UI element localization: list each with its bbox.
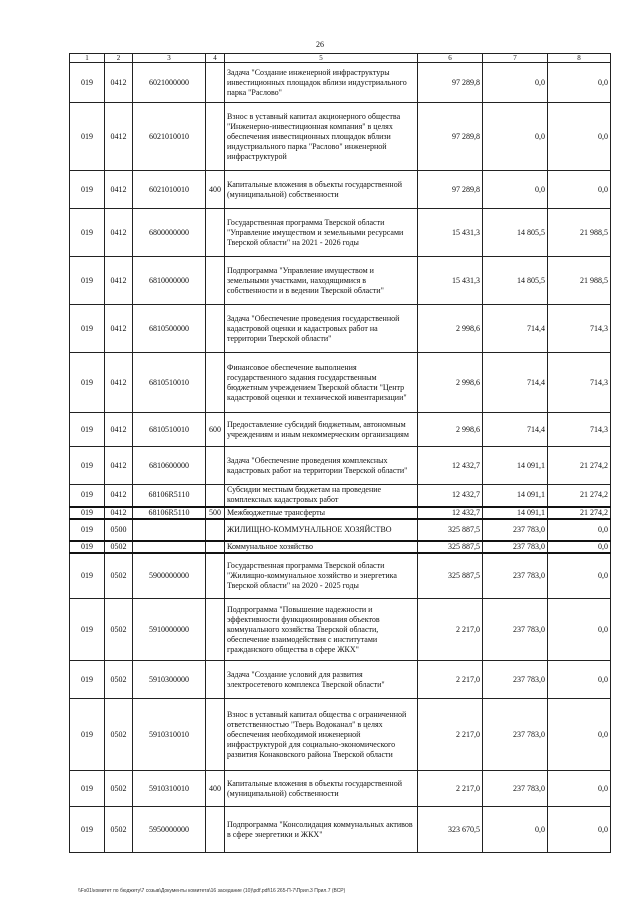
cell-amount-3: 0,0 (548, 599, 611, 661)
cell-amount-3: 0,0 (548, 541, 611, 553)
page-number: 26 (316, 40, 324, 49)
cell-target-article: 6021010010 (133, 171, 206, 209)
cell-amount-2: 0,0 (483, 63, 548, 103)
cell-target-article: 5910300000 (133, 661, 206, 699)
cell-amount-3: 0,0 (548, 553, 611, 599)
cell-section: 0412 (105, 507, 133, 519)
cell-amount-2: 237 783,0 (483, 699, 548, 771)
cell-chapter: 019 (70, 519, 105, 541)
cell-target-article: 68106R5110 (133, 507, 206, 519)
cell-amount-3: 714,3 (548, 413, 611, 447)
cell-amount-1: 325 887,5 (418, 541, 483, 553)
column-header: 4 (206, 54, 225, 63)
cell-section: 0502 (105, 771, 133, 807)
cell-description: Задача "Обеспечение проведения комплексных кадастровых работ на территории Тверской области" (225, 447, 418, 485)
cell-section: 0502 (105, 699, 133, 771)
cell-amount-3: 714,3 (548, 353, 611, 413)
cell-section: 0412 (105, 209, 133, 257)
cell-description: Предоставление субсидий бюджетным, автономным учреждениям и иным некоммерческим организациям (225, 413, 418, 447)
cell-target-article: 5910310010 (133, 699, 206, 771)
cell-target-article: 6810510010 (133, 353, 206, 413)
table-row (70, 103, 611, 171)
cell-target-article: 5950000000 (133, 807, 206, 853)
cell-amount-1: 97 289,8 (418, 103, 483, 171)
cell-description: Государственная программа Тверской области "Жилищно-коммунальное хозяйство и энергетика Тверской области" на 2020 - 2025 годы (225, 553, 418, 599)
table-row (70, 599, 611, 661)
cell-amount-1: 2 998,6 (418, 353, 483, 413)
cell-target-article: 68106R5110 (133, 485, 206, 507)
cell-expense-type (206, 541, 225, 553)
cell-target-article (133, 541, 206, 553)
header-row (70, 54, 611, 63)
cell-expense-type (206, 447, 225, 485)
cell-description: Капитальные вложения в объекты государственной (муниципальной) собственности (225, 771, 418, 807)
cell-expense-type (206, 519, 225, 541)
cell-amount-3: 0,0 (548, 519, 611, 541)
cell-amount-2: 237 783,0 (483, 599, 548, 661)
cell-section: 0412 (105, 485, 133, 507)
cell-amount-1: 12 432,7 (418, 485, 483, 507)
cell-description: Подпрограмма "Консолидация коммунальных активов в сфере энергетики и ЖКХ" (225, 807, 418, 853)
cell-expense-type: 400 (206, 771, 225, 807)
cell-expense-type (206, 661, 225, 699)
cell-section: 0412 (105, 103, 133, 171)
table-row (70, 63, 611, 103)
cell-description: ЖИЛИЩНО-КОММУНАЛЬНОЕ ХОЗЯЙСТВО (225, 519, 418, 541)
cell-amount-2: 237 783,0 (483, 541, 548, 553)
cell-section: 0412 (105, 257, 133, 305)
column-header: 5 (225, 54, 418, 63)
cell-description: Задача "Создание инженерной инфраструктуры инвестиционных площадок вблизи индустриального парка "Раслово" (225, 63, 418, 103)
cell-amount-1: 325 887,5 (418, 519, 483, 541)
cell-amount-3: 21 274,2 (548, 447, 611, 485)
cell-amount-1: 12 432,7 (418, 447, 483, 485)
cell-amount-3: 0,0 (548, 807, 611, 853)
cell-expense-type (206, 807, 225, 853)
cell-expense-type (206, 553, 225, 599)
cell-amount-3: 21 274,2 (548, 507, 611, 519)
cell-amount-3: 0,0 (548, 103, 611, 171)
cell-amount-2: 14 091,1 (483, 447, 548, 485)
cell-description: Коммунальное хозяйство (225, 541, 418, 553)
cell-description: Задача "Обеспечение проведения государственной кадастровой оценки и кадастровых работ на территории Тверской области" (225, 305, 418, 353)
cell-amount-2: 237 783,0 (483, 553, 548, 599)
cell-amount-2: 237 783,0 (483, 519, 548, 541)
cell-expense-type (206, 209, 225, 257)
cell-chapter: 019 (70, 447, 105, 485)
cell-amount-2: 714,4 (483, 413, 548, 447)
cell-amount-1: 2 998,6 (418, 413, 483, 447)
cell-amount-1: 15 431,3 (418, 209, 483, 257)
cell-amount-2: 14 091,1 (483, 507, 548, 519)
cell-chapter: 019 (70, 103, 105, 171)
cell-chapter: 019 (70, 305, 105, 353)
cell-amount-1: 2 998,6 (418, 305, 483, 353)
cell-amount-2: 14 805,5 (483, 209, 548, 257)
table-row (70, 541, 611, 553)
cell-amount-1: 15 431,3 (418, 257, 483, 305)
cell-description: Государственная программа Тверской области "Управление имуществом и земельными ресурсами Тверской области" на 2021 - 2026 годы (225, 209, 418, 257)
cell-expense-type (206, 599, 225, 661)
cell-amount-2: 237 783,0 (483, 661, 548, 699)
column-header: 3 (133, 54, 206, 63)
cell-section: 0502 (105, 807, 133, 853)
cell-amount-3: 714,3 (548, 305, 611, 353)
cell-amount-3: 21 988,5 (548, 209, 611, 257)
cell-description: Задача "Создание условий для развития электросетевого комплекса Тверской области" (225, 661, 418, 699)
cell-chapter: 019 (70, 209, 105, 257)
cell-chapter: 019 (70, 661, 105, 699)
cell-section: 0502 (105, 553, 133, 599)
cell-description: Взнос в уставный капитал акционерного общества "Инженерно-инвестиционная компания" в целях обеспечения инвестиционных площадок вблизи индустриального парка "Раслово" инженерной инфраструктурой (225, 103, 418, 171)
cell-expense-type (206, 63, 225, 103)
column-header: 1 (70, 54, 105, 63)
cell-target-article: 6800000000 (133, 209, 206, 257)
cell-description: Субсидии местным бюджетам на проведение комплексных кадастровых работ (225, 485, 418, 507)
cell-amount-2: 0,0 (483, 807, 548, 853)
cell-target-article: 5910000000 (133, 599, 206, 661)
cell-amount-3: 0,0 (548, 63, 611, 103)
cell-amount-1: 2 217,0 (418, 599, 483, 661)
cell-amount-1: 325 887,5 (418, 553, 483, 599)
cell-amount-2: 14 091,1 (483, 485, 548, 507)
cell-expense-type (206, 305, 225, 353)
cell-amount-2: 714,4 (483, 305, 548, 353)
cell-section: 0500 (105, 519, 133, 541)
cell-expense-type (206, 353, 225, 413)
table-row (70, 807, 611, 853)
cell-amount-3: 0,0 (548, 771, 611, 807)
cell-amount-1: 2 217,0 (418, 661, 483, 699)
cell-description: Капитальные вложения в объекты государственной (муниципальной) собственности (225, 171, 418, 209)
cell-section: 0502 (105, 541, 133, 553)
cell-amount-2: 0,0 (483, 103, 548, 171)
cell-description: Подпрограмма "Повышение надежности и эффективности функционирования объектов коммунального хозяйства Тверской области, обеспечение взаимодействия с институтами гражданского общества в сфере ЖКХ" (225, 599, 418, 661)
cell-expense-type: 400 (206, 171, 225, 209)
cell-amount-2: 14 805,5 (483, 257, 548, 305)
cell-chapter: 019 (70, 807, 105, 853)
cell-description: Взнос в уставный капитал общества с ограниченной ответственностью "Тверь Водоканал" в целях обеспечения необходимой инженерной инфраструктурой для социально-экономического развития Конаковского района Тверской области (225, 699, 418, 771)
cell-section: 0412 (105, 171, 133, 209)
cell-section: 0412 (105, 413, 133, 447)
cell-amount-1: 12 432,7 (418, 507, 483, 519)
cell-target-article: 6810000000 (133, 257, 206, 305)
column-header: 2 (105, 54, 133, 63)
cell-amount-1: 2 217,0 (418, 699, 483, 771)
cell-amount-1: 97 289,8 (418, 63, 483, 103)
cell-expense-type (206, 103, 225, 171)
cell-amount-2: 714,4 (483, 353, 548, 413)
cell-section: 0502 (105, 661, 133, 699)
cell-description: Финансовое обеспечение выполнения государственного задания государственным бюджетным учреждением Тверской области "Центр кадастровой оценки и технической инвентаризации" (225, 353, 418, 413)
cell-target-article: 6810500000 (133, 305, 206, 353)
table-row (70, 699, 611, 771)
cell-target-article: 6810600000 (133, 447, 206, 485)
cell-section: 0412 (105, 63, 133, 103)
table-row (70, 413, 611, 447)
cell-target-article: 6021000000 (133, 63, 206, 103)
cell-target-article (133, 519, 206, 541)
cell-section: 0412 (105, 305, 133, 353)
cell-chapter: 019 (70, 771, 105, 807)
cell-expense-type (206, 699, 225, 771)
cell-amount-3: 0,0 (548, 171, 611, 209)
table-row (70, 209, 611, 257)
cell-expense-type: 500 (206, 507, 225, 519)
cell-section: 0412 (105, 353, 133, 413)
cell-amount-1: 97 289,8 (418, 171, 483, 209)
cell-chapter: 019 (70, 413, 105, 447)
table-row (70, 519, 611, 541)
cell-chapter: 019 (70, 553, 105, 599)
cell-expense-type (206, 485, 225, 507)
cell-target-article: 5910310010 (133, 771, 206, 807)
cell-amount-2: 237 783,0 (483, 771, 548, 807)
cell-expense-type: 600 (206, 413, 225, 447)
cell-chapter: 019 (70, 257, 105, 305)
document-path-footer: \\Fs01\комитет по бюджету\7 созыв\Документы комитета\16 заседание (10)\pdf.pdf\16 265-П-7\Прил.3 Прил.7 (ВСР) (78, 888, 346, 894)
column-header: 6 (418, 54, 483, 63)
cell-expense-type (206, 257, 225, 305)
cell-section: 0412 (105, 447, 133, 485)
cell-amount-3: 0,0 (548, 661, 611, 699)
table-row (70, 171, 611, 209)
cell-amount-2: 0,0 (483, 171, 548, 209)
cell-amount-3: 21 988,5 (548, 257, 611, 305)
table-row (70, 353, 611, 413)
cell-chapter: 019 (70, 507, 105, 519)
cell-chapter: 019 (70, 171, 105, 209)
cell-amount-1: 323 670,5 (418, 807, 483, 853)
cell-target-article: 6021010010 (133, 103, 206, 171)
cell-chapter: 019 (70, 63, 105, 103)
cell-amount-3: 0,0 (548, 699, 611, 771)
column-header: 8 (548, 54, 611, 63)
cell-chapter: 019 (70, 599, 105, 661)
cell-chapter: 019 (70, 699, 105, 771)
table-row (70, 257, 611, 305)
cell-target-article: 5900000000 (133, 553, 206, 599)
cell-chapter: 019 (70, 353, 105, 413)
table-row (70, 507, 611, 519)
cell-description: Подпрограмма "Управление имуществом и земельными участками, находящимися в собственности и в ведении Тверской области" (225, 257, 418, 305)
cell-section: 0502 (105, 599, 133, 661)
cell-amount-3: 21 274,2 (548, 485, 611, 507)
table-row (70, 771, 611, 807)
table-row (70, 661, 611, 699)
table-row (70, 447, 611, 485)
cell-chapter: 019 (70, 541, 105, 553)
table-row (70, 553, 611, 599)
table-row (70, 305, 611, 353)
cell-chapter: 019 (70, 485, 105, 507)
cell-target-article: 6810510010 (133, 413, 206, 447)
cell-description: Межбюджетные трансферты (225, 507, 418, 519)
cell-amount-1: 2 217,0 (418, 771, 483, 807)
budget-table (69, 53, 611, 853)
table-row (70, 485, 611, 507)
column-header: 7 (483, 54, 548, 63)
